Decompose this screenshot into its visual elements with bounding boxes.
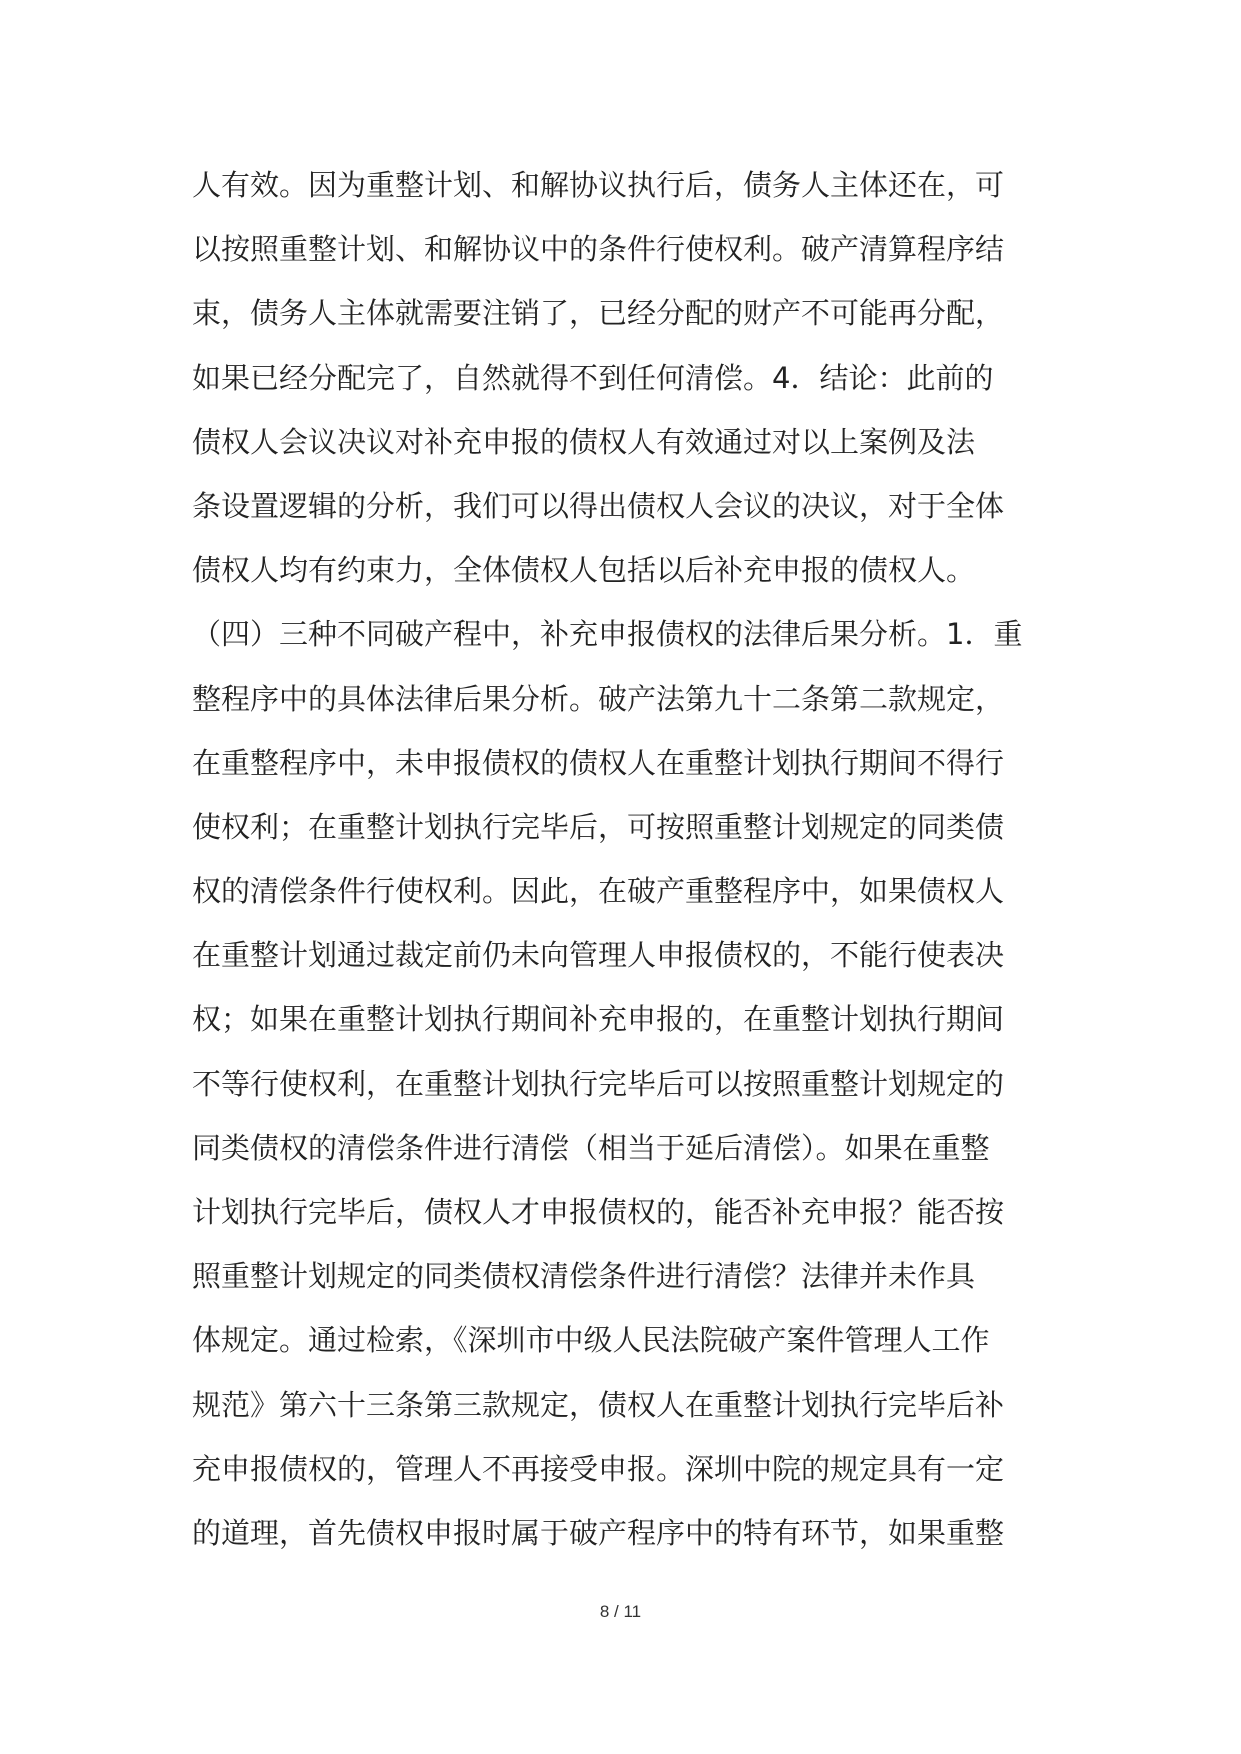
text-line: 计划执行完毕后，债权人才申报债权的，能否补充申报？能否按 [192,1195,1005,1229]
body-text [192,153,1052,1565]
text-line: 使权利；在重整计划执行完毕后，可按照重整计划规定的同类债 [192,809,1005,844]
text-line: 如果已经分配完了，自然就得不到任何清偿。4．结论：此前的 [192,360,994,395]
text-line: 规范》第六十三条第三款规定，债权人在重整计划执行完毕后补 [192,1387,1005,1422]
text-line: 人有效。因为重整计划、和解协议执行后，债务人主体还在，可 [192,168,1005,202]
text-line: 权；如果在重整计划执行期间补充申报的，在重整计划执行期间 [192,1002,1005,1037]
text-line: 整程序中的具体法律后果分析。破产法第九十二条第二款规定， [192,681,1005,716]
text-line: （四）三种不同破产程中，补充申报债权的法律后果分析。1．重 [192,617,1023,652]
text-line: 体规定。通过检索，《深圳市中级人民法院破产案件管理人工作 [192,1323,990,1358]
text-line: 权的清偿条件行使权利。因此，在破产重整程序中，如果债权人 [192,874,1005,909]
text-line: 债权人均有约束力，全体债权人包括以后补充申报的债权人。 [192,553,976,588]
text-line: 债权人会议决议对补充申报的债权人有效通过对以上案例及法 [192,424,976,459]
text-line: 照重整计划规定的同类债权清偿条件进行清偿？法律并未作具 [192,1259,976,1294]
text-line: 在重整程序中，未申报债权的债权人在重整计划执行期间不得行 [192,745,1005,780]
text-line: 束，债务人主体就需要注销了，已经分配的财产不可能再分配， [192,296,1005,331]
text-line: 同类债权的清偿条件进行清偿（相当于延后清偿）。如果在重整 [192,1130,990,1165]
text-line: 充申报债权的，管理人不再接受申报。深圳中院的规定具有一定 [192,1451,1005,1486]
text-line: 以按照重整计划、和解协议中的条件行使权利。破产清算程序结 [192,232,1005,267]
text-line: 的道理，首先债权申报时属于破产程序中的特有环节，如果重整 [192,1515,1005,1550]
text-line: 在重整计划通过裁定前仍未向管理人申报债权的，不能行使表决 [192,938,1005,973]
page-number: 8 / 11 [599,1602,642,1621]
text-line: 不等行使权利，在重整计划执行完毕后可以按照重整计划规定的 [192,1066,1005,1101]
text-line: 条设置逻辑的分析，我们可以得出债权人会议的决议，对于全体 [192,488,1005,523]
